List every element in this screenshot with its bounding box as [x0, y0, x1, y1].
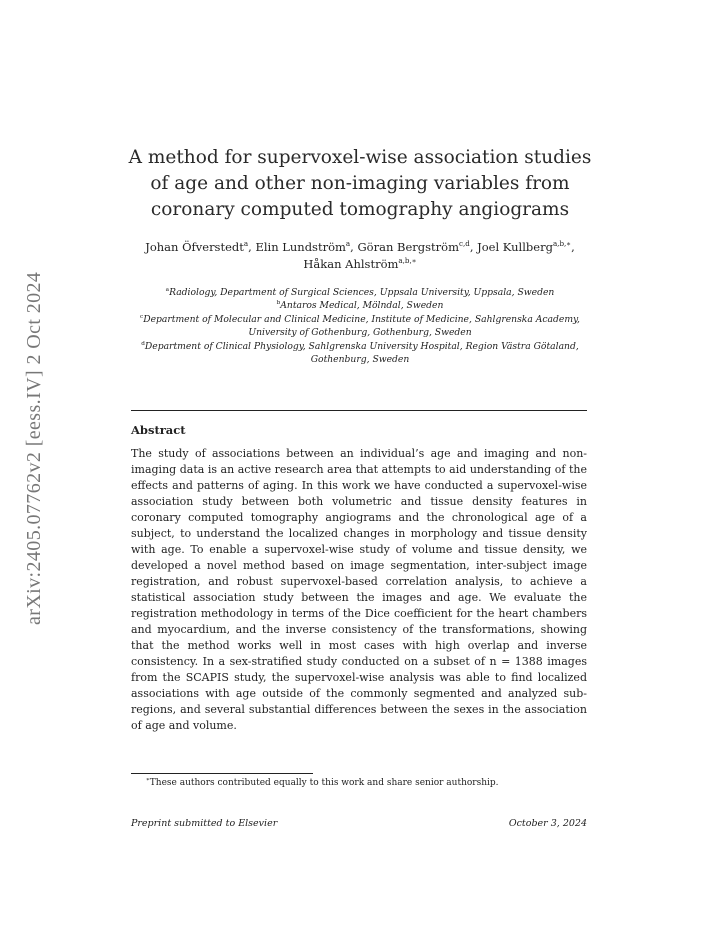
arxiv-identifier: arXiv:2405.07762v2 [eess.IV] 2 Oct 2024 — [23, 271, 45, 625]
author-name: Johan Öfverstedt — [145, 240, 244, 254]
affiliation-text: Department of Clinical Physiology, Sahlgrenska University Hospital, Region Västra Götaland, Gothenburg, Sweden — [144, 340, 579, 366]
affiliation — [140, 313, 580, 340]
affiliation — [140, 340, 580, 367]
affiliation-list — [140, 286, 580, 366]
footnote-mark: ∗ — [146, 777, 150, 783]
author-affil-mark: a,b,∗ — [398, 256, 417, 266]
affiliation — [140, 299, 580, 312]
affiliation-mark: c — [140, 313, 144, 320]
footnote — [146, 778, 499, 788]
author-name: Joel Kullberg — [477, 240, 553, 254]
author-affil-mark: a — [345, 239, 351, 249]
abstract-heading: Abstract — [131, 423, 186, 437]
affiliation — [140, 286, 580, 299]
submission-date: October 3, 2024 — [508, 818, 587, 829]
footnote-text: These authors contributed equally to this work and share senior authorship. — [149, 778, 499, 788]
author-affil-mark: a,b,∗ — [552, 239, 572, 249]
paper-title: A method for supervoxel-wise association studies of age and other non-imaging variables from coronary computed tomography angiograms — [128, 147, 592, 220]
author-name: Göran Bergström — [357, 240, 459, 254]
footnote-rule — [131, 773, 313, 774]
author-name: Håkan Ahlström — [303, 257, 399, 271]
author-list: Johan Öfverstedt$^a$, Elin Lundström$^a$, Göran Bergström$^{c,d}$, Joel Kullberg$^{a,b,∗}$, Håkan Ahlström$^{a,b,∗}$ — [145, 239, 575, 271]
affiliation-text: Radiology, Department of Surgical Sciences, Uppsala University, Uppsala, Sweden — [169, 287, 555, 298]
author-affil-mark: c,d — [458, 239, 470, 249]
author-affil-mark: a — [243, 239, 249, 249]
affiliation-mark: a — [165, 286, 170, 293]
abstract-text: The study of associations between an individual’s age and imaging and non-imaging data is an active research area that attempts to aid understanding of the effects and patterns of aging. In this work we have conducted a supervoxel-wise association study between both volumetric and tissue density features in coronary computed tomography angiograms and the chronological age of a subject, to understand the localized changes in morphology and tissue density with age. To enable a supervoxel-wise study of volume and tissue density, we developed a novel method based on image segmentation, inter-subject image registration, and robust supervoxel-based correlation analysis, to achieve a statistical association study between the images and age. We evaluate the registration methodology in terms of the Dice coefficient for the heart chambers and myocardium, and the inverse consistency of the transformations, showing that the method works well in most cases with high overlap and inverse consistency. In a sex-stratified study conducted on a subset of n = 1388 images from the SCAPIS study, the supervoxel-wise analysis was able to find localized associations with age outside of the commonly segmented and analyzed sub-regions, and several substantial differences between the sexes in the association of age and volume. — [131, 447, 587, 732]
preprint-note: Preprint submitted to Elsevier — [131, 818, 278, 829]
author-name: Elin Lundström — [255, 240, 346, 254]
abstract-top-rule — [131, 410, 587, 411]
affiliation-mark: b — [276, 300, 281, 307]
affiliation-mark: d — [141, 340, 145, 347]
affiliation-text: Antaros Medical, Mölndal, Sweden — [280, 300, 444, 312]
affiliation-text: Department of Molecular and Clinical Medicine, Institute of Medicine, Sahlgrenska Academy, University of Gothenburg, Gothenburg, Sweden — [143, 313, 580, 339]
